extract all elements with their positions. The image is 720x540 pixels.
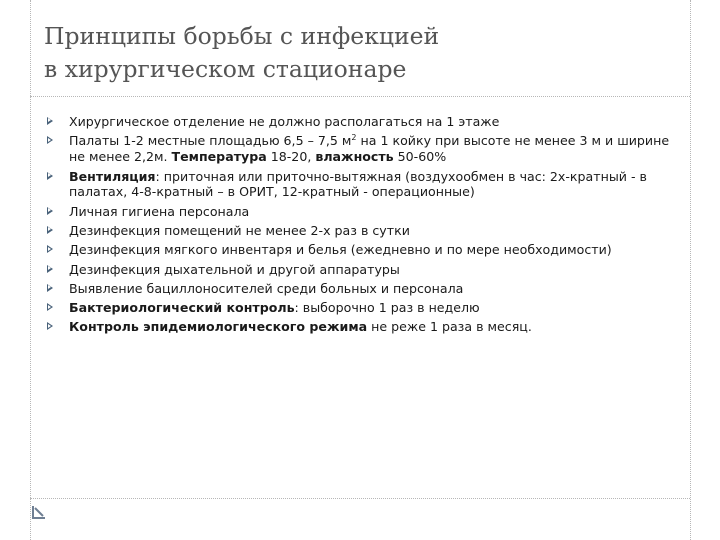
bullet-bold-text: Бактериологический контроль	[69, 300, 295, 316]
bullet-text: не реже 1 раза в месяц.	[367, 319, 532, 335]
triangle-bullet-icon	[47, 303, 53, 311]
bullet-bold-text: Вентиляция	[69, 168, 156, 184]
slide-title-line-1: Принципы борьбы с инфекцией	[44, 22, 440, 50]
triangle-bullet-icon	[47, 172, 53, 180]
bullet-bold-text: влажность	[315, 149, 394, 165]
bullet-item	[44, 300, 680, 316]
bullet-text: Выявление бациллоносителей среди больных и персонала	[69, 280, 464, 296]
bottom-divider	[30, 498, 690, 499]
slide-title-line-2: в хирургическом стационаре	[44, 55, 407, 83]
bullet-text: : выборочно 1 раз в неделю	[294, 300, 480, 316]
triangle-bullet-icon	[47, 284, 53, 292]
bullet-bold-text: Контроль эпидемиологического режима	[69, 319, 368, 335]
bullet-item	[44, 262, 680, 278]
bullet-item	[44, 133, 680, 165]
triangle-bullet-icon	[47, 136, 53, 144]
right-border-line	[690, 0, 691, 540]
bullet-item	[44, 223, 680, 239]
title-divider	[30, 96, 690, 97]
left-border-line	[30, 0, 31, 540]
bullet-list	[44, 114, 680, 339]
bullet-text: Дезинфекция дыхательной и другой аппаратуры	[69, 261, 400, 277]
triangle-bullet-icon	[47, 207, 53, 215]
bullet-item	[44, 169, 680, 201]
bullet-text: на 1 койку при высоте не менее 3 м и ширине не менее 2,2м.	[69, 133, 670, 165]
bullet-text: Дезинфекция помещений не менее 2-х раз в сутки	[69, 223, 410, 238]
triangle-bullet-icon	[47, 265, 53, 273]
bullet-item	[44, 242, 680, 258]
chevron-corner-icon	[31, 504, 47, 520]
bullet-bold-text: Температура	[171, 149, 267, 165]
triangle-bullet-icon	[47, 117, 53, 125]
bullet-text: Личная гигиена персонала	[69, 203, 250, 219]
bullet-item	[44, 114, 680, 130]
bullet-text: 18-20,	[266, 149, 316, 165]
bullet-item	[44, 319, 680, 335]
triangle-bullet-icon	[47, 322, 53, 330]
bullet-item	[44, 204, 680, 220]
bullet-text: Дезинфекция мягкого инвентаря и белья (ежедневно и по мере необходимости)	[69, 242, 612, 258]
triangle-bullet-icon	[47, 245, 53, 253]
bullet-text: 50-60%	[393, 149, 447, 165]
triangle-bullet-icon	[47, 226, 53, 234]
superscript: 2	[351, 133, 357, 143]
slide-title	[44, 20, 664, 86]
bullet-text: Хирургическое отделение не должно располагаться на 1 этаже	[69, 114, 500, 129]
bullet-text: : приточная или приточно-вытяжная (воздухообмен в час: 2х-кратный - в палатах, 4-8-кратный – в ОРИТ, 12-кратный - операционные)	[69, 168, 647, 200]
bullet-text: Палаты 1-2 местные площадью 6,5 – 7,5 м	[69, 133, 352, 149]
bullet-item	[44, 281, 680, 297]
